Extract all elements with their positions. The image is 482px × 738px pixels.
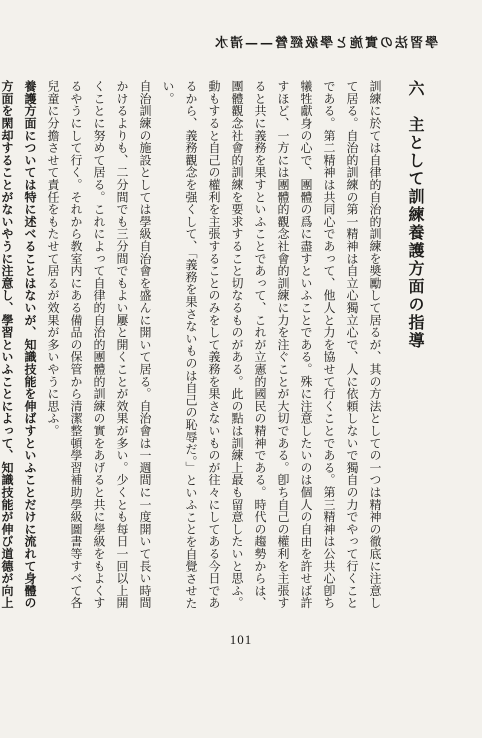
paragraph-training: 訓練に於ては自律的自治的訓練を奬勵して居るが、其の方法としての一つは精神の徹底に注意して居る。自治的訓練の第一精神は自立心獨立心で、人に依頼しないで獨自の力でやって行くことである。第二精神は共同心であって、他人と力を協せて行くことである。第三精神は公共心卽ち犧牲獻身の心で、團體の爲に盡すといふことである。殊に注意したいのは個人の自由を許せば許すほど、一方には團體的觀念社會的訓練に力を注ぐことが大切である。卽ち自己の權利を主張すると共に義務を果すといふことであって、これが立憲的國民の精神である。時代の趨勢からは、團體觀念社會的訓練を要求すること切なるものがある。此の點は訓練上最も留意したいと思ふ。動もすると自己の權利を主張することのみをして義務を果さないものが往々にしてある今日であるから、義務觀念を强くして、「義務を果さないものは自己の恥辱だ。」といふことを自覺させたい。	[161, 80, 382, 610]
section-heading: 六 主として訓練養護方面の指導	[406, 80, 425, 350]
body-text-block	[0, 80, 430, 620]
running-head	[44, 32, 438, 50]
running-head-text: 學習法の實施と學級經營——清水	[212, 36, 438, 51]
page-number: 101	[229, 632, 253, 647]
paragraph-self-government: 自治訓練の施設としては學級自治會を盛んに開いて居る。自治會は一週間に一度開いて長い時間かけるよりも、二分間でも三分間でもよい屢と開くことが效果が多い。少くとも每日一回以上開くことに努めて居る。これによって自律的自治的團體的訓練の實をあげると共に學級をもよくするやうにして行く。それから教室内にある備品の保管から清潔整頓學習補助學級圖書等すべて各兒童に分擔させて責任をもたせて居るが效果が多いやうに思ふ。	[46, 80, 152, 609]
paragraph-health-care: 養護方面については特に述べることはないが、知識技能を伸ばすといふことだけに流れて身體の方面を閑却することがないやうに注意し、學習といふことによって、知識技能が伸び道德が向上	[0, 80, 37, 609]
